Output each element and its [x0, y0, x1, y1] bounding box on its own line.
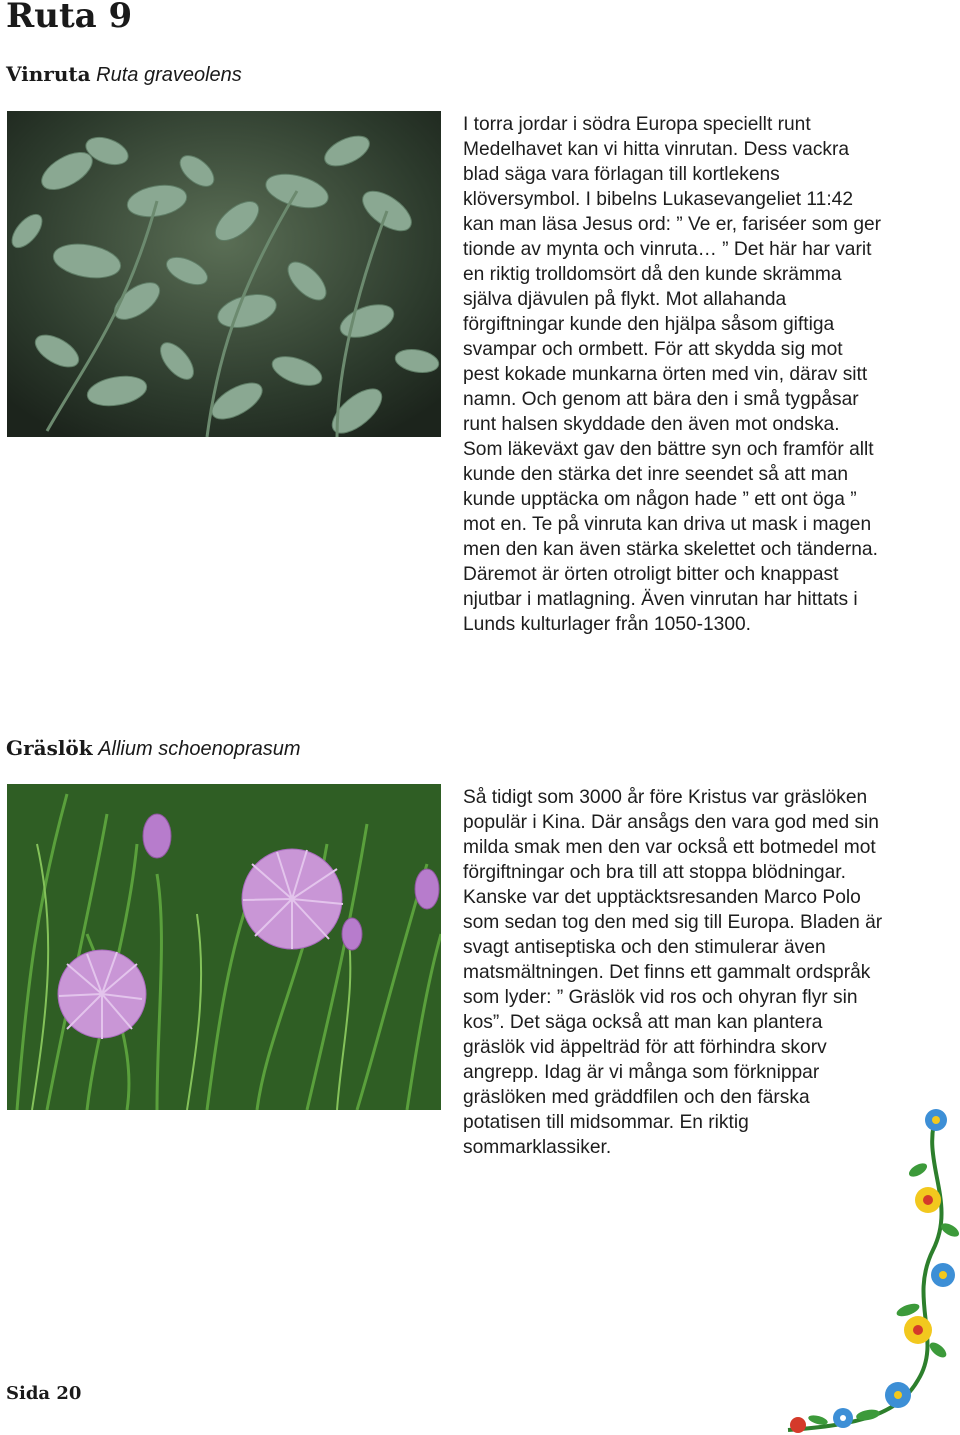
latin-name: Ruta graveolens — [96, 64, 242, 86]
swedish-name: Vinruta — [6, 62, 91, 86]
chive-photo — [7, 784, 441, 1110]
section-heading-graslok — [6, 735, 301, 762]
floral-vine-decoration — [768, 1100, 960, 1435]
latin-name: Allium schoenoprasum — [98, 738, 301, 760]
page-title: Ruta 9 — [6, 0, 133, 36]
graslok-description: Så tidigt som 3000 år före Kristus var gräslöken populär i Kina. Där ansågs den vara god med sin milda smak men den var också ett botmedel mot förgiftningar och bra till att stoppa blödningar. Kanske var det upptäcktsresanden Marco Polo som sedan tog den med sig till Europa. Bladen är svagt antiseptiska och den stimulerar även matsmältningen. Det finns ett gammalt ordspråk som lyder: ” Gräslök vid ros och ohyran flyr sin kos”. Det säga också att man kan plantera gräslök vid äppelträd för att förhindra skorv angrepp. Idag är vi många som förknippar gräslöken med gräddfilen och den färska potatisen till midsommar. En riktig sommarklassiker. — [463, 787, 883, 1158]
rue-photo — [7, 111, 441, 437]
section-heading-vinruta — [6, 61, 242, 88]
vinruta-description: I torra jordar i södra Europa speciellt runt Medelhavet kan vi hitta vinrutan. Dess vackra blad säga vara förlagan till kortlekens klöversymbol. I bibelns Lukasevangeliet 11:42 kan man läsa Jesus ord: ” Ve er, fariséer som ger tionde av mynta och vinruta… ” Det här har varit en riktig trolldomsört då den kunde skrämma själva djävulen på flykt. Mot allahanda förgiftningar kunde den hjälpa såsom giftiga svampar och ormbett. För att skydda sig mot pest kokade munkarna örten med vin, därav sitt namn. Och genom att bära den i små tygpåsar runt halsen skyddade den även mot ondska. Som läkeväxt gav den bättre syn och framför allt kunde den stärka det inre seendet så att man kunde upptäcka om någon hade ” ett ont öga ” mot en. Te på vinruta kan driva ut mask i magen men den kan även stärka skelettet och tänderna. Däremot är örten otroligt bitter och knappast njutbar i matlagning. Även vinrutan har hittats i Lunds kulturlager från 1050-1300. — [463, 114, 882, 635]
page-number: Sida 20 — [6, 1383, 82, 1404]
swedish-name: Gräslök — [6, 736, 93, 760]
